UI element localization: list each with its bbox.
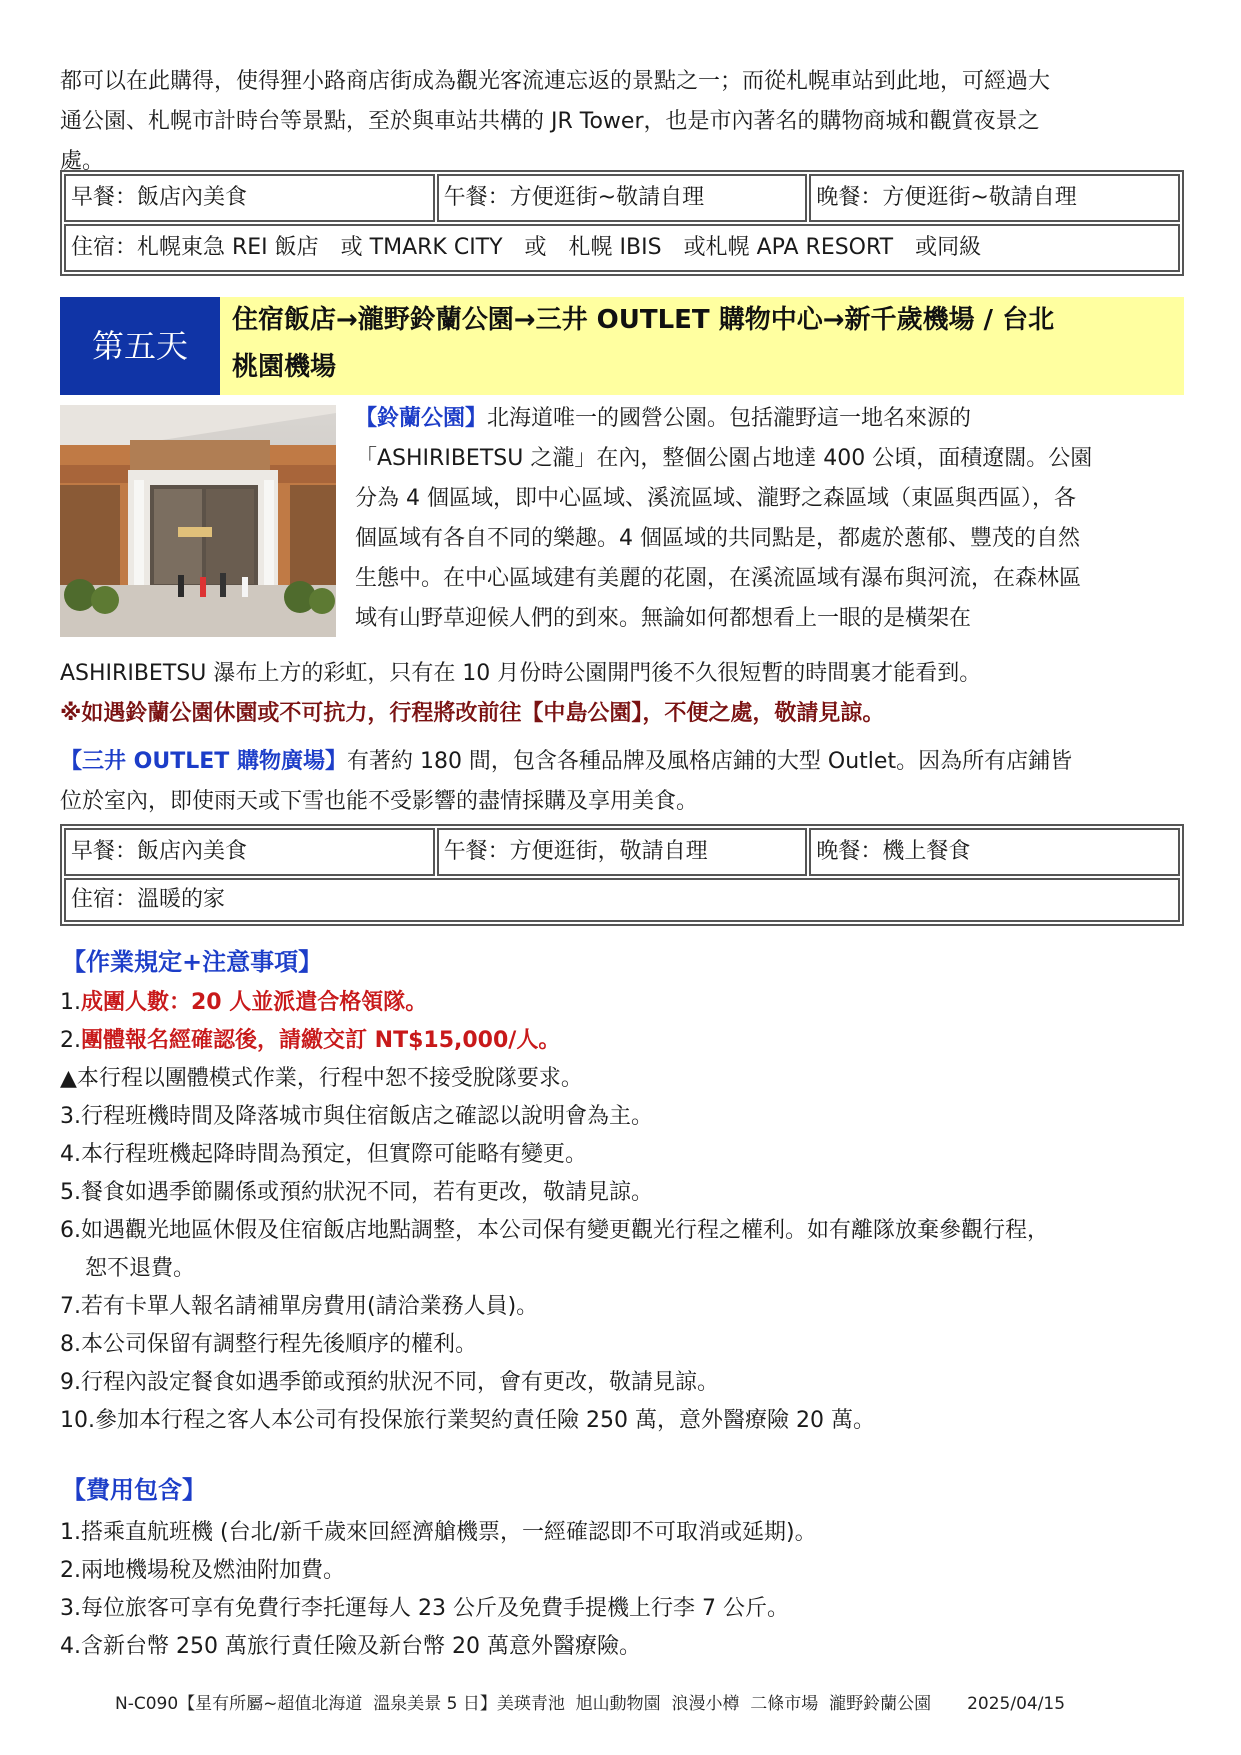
- outlet-line: 有著約 180 間，包含各種品牌及風格店鋪的大型 Outlet。因為所有店鋪皆: [346, 749, 1073, 774]
- intro-line: 處。: [60, 149, 105, 174]
- day-badge: 第五天: [60, 297, 220, 395]
- intro-line: 都可以在此購得，使得狸小路商店街成為觀光客流連忘返的景點之一；而從札幌車站到此地，可經過大: [60, 69, 1051, 94]
- outlet-paragraph: [60, 742, 1184, 822]
- rule-item: 1.成團人數：20 人並派遣合格領隊。: [60, 990, 428, 1015]
- intro-paragraph: [60, 62, 1184, 182]
- fee-item: 1.搭乘直航班機 (台北/新千歲來回經濟艙機票，一經確認即不可取消或延期)。: [60, 1520, 817, 1545]
- rules-list: [60, 984, 1184, 1440]
- page-footer: [115, 1692, 1065, 1716]
- intro-line: 通公園、札幌市計時台等景點，至於與車站共構的 JR Tower，也是市內著名的購物商城和觀賞夜景之: [60, 109, 1040, 134]
- suzuran-notice: ※如遇鈴蘭公園休園或不可抗力，行程將改前往【中島公園】，不便之處，敬請見諒。: [60, 701, 885, 726]
- suzuran-paragraph: [355, 399, 1185, 639]
- suzuran-line: 分為 4 個區域，即中心區域、溪流區域、瀧野之森區域（東區與西區），各: [355, 486, 1076, 511]
- suzuran-line: 生態中。在中心區域建有美麗的花園，在溪流區域有瀑布與河流，在森林區: [355, 566, 1082, 591]
- footer-text: N-C090【星有所屬~超值北海道 溫泉美景 5 日】美瑛青池 旭山動物園 浪漫小樽 二條市場 瀧野鈴蘭公園: [115, 1694, 932, 1714]
- fees-list: [60, 1514, 1184, 1666]
- suzuran-heading: 【鈴蘭公園】: [355, 406, 488, 431]
- dinner-cell: 晚餐：機上餐食: [809, 828, 1180, 876]
- suzuran-line: 個區域有各自不同的樂趣。4 個區域的共同點是，都處於蔥郁、豐茂的自然: [355, 526, 1080, 551]
- outlet-photo: [60, 405, 336, 637]
- rule-item: 6.如遇觀光地區休假及住宿飯店地點調整，本公司保有變更觀光行程之權利。如有離隊放棄參觀行程，: [60, 1218, 1049, 1243]
- hotel-cell: 住宿：札幌東急 REI 飯店 或 TMARK CITY 或 札幌 IBIS 或札幌 APA RESORT 或同級: [64, 224, 1180, 272]
- lunch-cell: 午餐：方便逛街，敬請自理: [437, 828, 808, 876]
- suzuran-line: 北海道唯一的國營公園。包括瀧野這一地名來源的: [487, 406, 972, 431]
- day-title-line: 桃園機場: [232, 352, 337, 382]
- footer-date: 2025/04/15: [967, 1694, 1066, 1714]
- suzuran-line: 「ASHIRIBETSU 之瀧」在內，整個公園占地達 400 公頃，面積遼闊。公園: [355, 446, 1093, 471]
- breakfast-cell: 早餐：飯店內美食: [64, 828, 435, 876]
- rule-item: 10.參加本行程之客人本公司有投保旅行業契約責任險 250 萬，意外醫療險 20 萬。: [60, 1408, 875, 1433]
- outlet-line: 位於室內，即使雨天或下雪也能不受影響的盡情採購及享用美食。: [60, 789, 699, 814]
- rule-item: 4.本行程班機起降時間為預定，但實際可能略有變更。: [60, 1142, 587, 1167]
- meals-table-day5: [60, 824, 1184, 926]
- rule-item: 8.本公司保留有調整行程先後順序的權利。: [60, 1332, 477, 1357]
- rules-title: 【作業規定+注意事項】: [62, 948, 323, 976]
- rule-item: 恕不退費。: [85, 1256, 196, 1281]
- rule-item: 2.團體報名經確認後，請繳交訂 NT$15,000/人。: [60, 1028, 561, 1053]
- outlet-heading: 【三井 OUTLET 購物廣場】: [60, 749, 347, 774]
- day-title-line: 住宿飯店→瀧野鈴蘭公園→三井 OUTLET 購物中心→新千歲機場 / 台北: [232, 305, 1055, 335]
- hotel-cell: 住宿：溫暖的家: [64, 878, 1180, 922]
- rule-item: ▲本行程以團體模式作業，行程中恕不接受脫隊要求。: [60, 1066, 583, 1091]
- rule-item: 3.行程班機時間及降落城市與住宿飯店之確認以說明會為主。: [60, 1104, 653, 1129]
- lunch-cell: 午餐：方便逛街~敬請自理: [437, 174, 808, 222]
- rule-item: 9.行程內設定餐食如遇季節或預約狀況不同，會有更改，敬請見諒。: [60, 1370, 719, 1395]
- fee-item: 2.兩地機場稅及燃油附加費。: [60, 1558, 345, 1583]
- day-title: [220, 297, 1184, 395]
- rule-item: 7.若有卡單人報名請補單房費用(請洽業務人員)。: [60, 1294, 539, 1319]
- fees-title: 【費用包含】: [62, 1476, 206, 1504]
- fee-item: 3.每位旅客可享有免費行李托運每人 23 公斤及免費手提機上行李 7 公斤。: [60, 1596, 789, 1621]
- dinner-cell: 晚餐：方便逛街~敬請自理: [809, 174, 1180, 222]
- suzuran-line: ASHIRIBETSU 瀑布上方的彩虹，只有在 10 月份時公園開門後不久很短暫的時間裏才能看到。: [60, 661, 982, 686]
- meals-table-day4: [60, 170, 1184, 276]
- rule-item: 5.餐食如遇季節關係或預約狀況不同，若有更改，敬請見諒。: [60, 1180, 653, 1205]
- suzuran-line: 域有山野草迎候人們的到來。無論如何都想看上一眼的是橫架在: [355, 606, 972, 631]
- breakfast-cell: 早餐：飯店內美食: [64, 174, 435, 222]
- fee-item: 4.含新台幣 250 萬旅行責任險及新台幣 20 萬意外醫療險。: [60, 1634, 641, 1659]
